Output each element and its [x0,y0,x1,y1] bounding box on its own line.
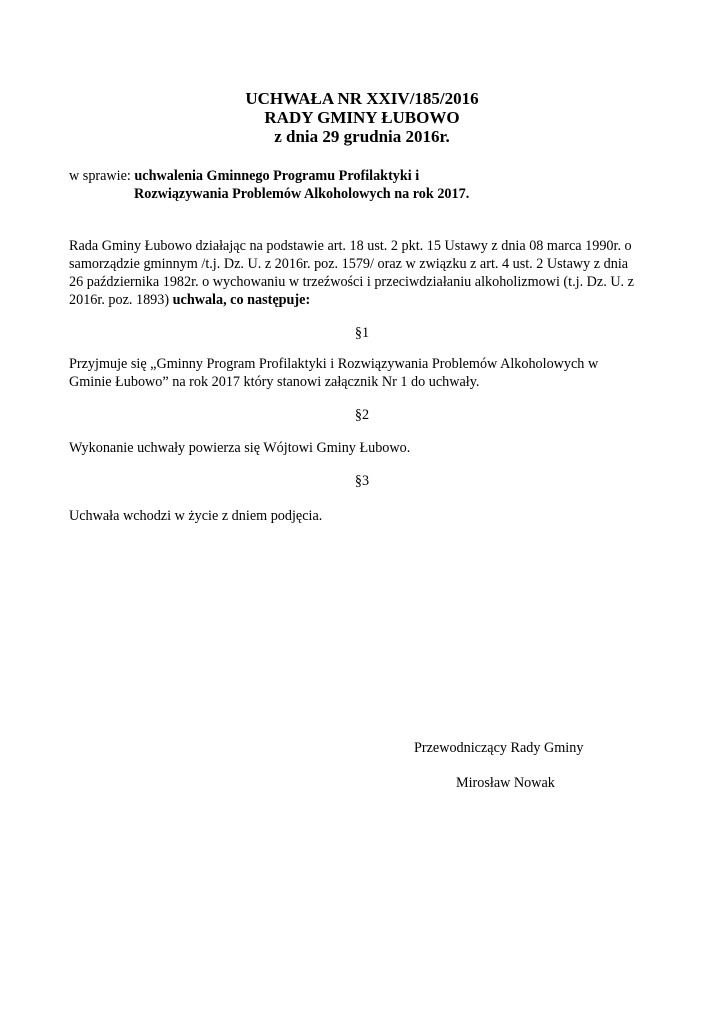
preamble-line-3: 26 października 1982r. o wychowaniu w trzeźwości i przeciwdziałaniu alkoholizmowi (t.j. Dz. U. z [69,274,634,290]
council-name: RADY GMINY ŁUBOWO [264,108,460,127]
section-1-line-2: Gminie Łubowo” na rok 2017 który stanowi załącznik Nr 1 do uchwały. [69,374,480,390]
section-1-line-1: Przyjmuje się „Gminny Program Profilaktyki i Rozwiązywania Problemów Alkoholowych w [69,356,599,372]
section-mark-2: §2 [354,407,370,423]
enacting-clause: uchwala, co następuje: [172,292,311,308]
subject-text-1: uchwalenia Gminnego Programu Profilaktyki i [134,168,420,184]
preamble-line-1: Rada Gminy Łubowo działając na podstawie art. 18 ust. 2 pkt. 15 Ustawy z dnia 08 marca 1990r. o [69,238,632,254]
preamble-line-4-text: 2016r. poz. 1893) [69,292,173,308]
signatory-role: Przewodniczący Rady Gminy [414,740,584,756]
resolution-number: UCHWAŁA NR XXIV/185/2016 [245,89,479,108]
section-mark-3: §3 [354,473,370,489]
section-mark-1: §1 [354,325,370,341]
subject-text-2: Rozwiązywania Problemów Alkoholowych na rok 2017. [134,186,470,202]
signatory-name: Mirosław Nowak [456,775,555,791]
preamble-line-4 [69,291,310,309]
section-3-line-1: Uchwała wchodzi w życie z dniem podjęcia. [69,508,323,524]
section-2-line-1: Wykonanie uchwały powierza się Wójtowi Gminy Łubowo. [69,440,411,456]
resolution-date: z dnia 29 grudnia 2016r. [274,127,450,146]
subject-prefix: w sprawie: [69,168,135,184]
preamble-line-2: samorządzie gminnym /t.j. Dz. U. z 2016r. poz. 1579/ oraz w związku z art. 4 ust. 2 Ustawy z dnia [69,256,629,272]
subject-line-1 [69,167,419,185]
